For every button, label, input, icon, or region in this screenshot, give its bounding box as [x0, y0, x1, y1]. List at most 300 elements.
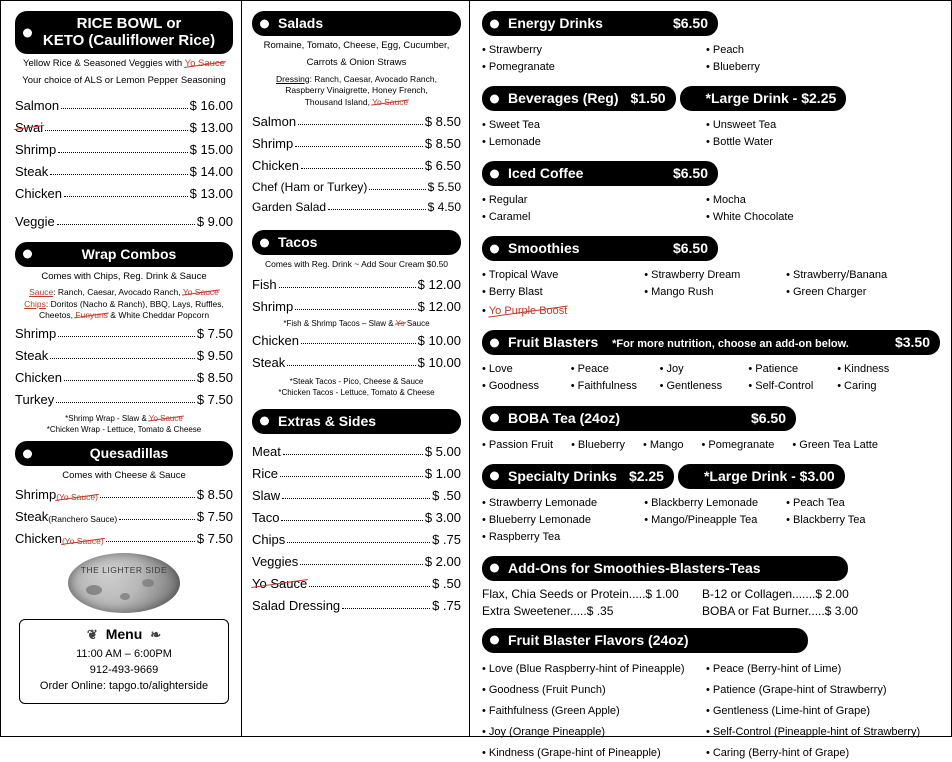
- leader-dots: [301, 343, 416, 344]
- menu-item: [15, 531, 233, 546]
- dressing-line-1: [252, 74, 461, 85]
- bullet-dot-icon: [260, 417, 269, 426]
- item-price: $ 8.50: [424, 114, 461, 130]
- option-label: Pomegranate: [708, 438, 775, 451]
- bullet-dot-icon: [490, 94, 499, 103]
- item-name: Steak: [15, 347, 49, 363]
- energy-drinks-options: • Strawberry • Peach • Pomegranate • Blueberry: [482, 44, 760, 74]
- yo-sauce-label: Yo Sauce: [184, 58, 225, 69]
- option-label: Patience: [755, 363, 799, 376]
- option-label: Bottle Water: [712, 136, 773, 149]
- tacos-note-2: *Steak Tacos - Pico, Cheese & Sauce: [289, 377, 424, 387]
- yo-label: Yo: [395, 318, 405, 328]
- iced-coffee-price: $6.50: [672, 165, 708, 182]
- wrap-foot1-text: *Shrimp Wrap - Slaw &: [65, 413, 149, 423]
- menu-item: [252, 510, 461, 525]
- item-name: Swai: [15, 119, 44, 135]
- tacos-note-1: [252, 319, 461, 330]
- menu-item: [252, 598, 461, 613]
- specialty-header-row: [482, 464, 941, 489]
- item-name: Meat: [252, 443, 281, 459]
- item-price: $ 5.50: [427, 180, 461, 195]
- dressing-text-3: Thousand Island,: [304, 96, 373, 107]
- item-name: Veggie: [15, 213, 55, 229]
- option-label: Gentleness: [666, 380, 723, 393]
- tacos-title: Tacos: [278, 234, 318, 251]
- leader-dots: [287, 542, 430, 543]
- menu-item: [15, 509, 233, 524]
- iced-coffee-title: Iced Coffee: [508, 165, 584, 182]
- option-label: Joy: [666, 363, 684, 376]
- menu-item: [252, 466, 461, 481]
- option-label: Blueberry: [712, 61, 760, 74]
- iced-coffee-options: • Regular • Mocha • Caramel • White Chocolate: [482, 194, 794, 224]
- flavor-label: Faithfulness (Green Apple): [488, 704, 620, 717]
- leader-dots: [64, 196, 188, 197]
- addon-label: BOBA or Fat Burner.....: [702, 603, 825, 618]
- item-name: Steak: [15, 509, 49, 525]
- option-label: Peace: [577, 363, 609, 376]
- beverages-title: Beverages (Reg): [508, 90, 619, 107]
- item-price: $ 7.50: [196, 509, 233, 525]
- hours-line-1: 11:00 AM – 6:00PM: [76, 648, 172, 661]
- item-price: $ 6.50: [424, 158, 461, 174]
- dressing-text-1: : Ranch, Caesar, Avocado Ranch,: [309, 73, 437, 84]
- flourish-right-icon: ❧: [150, 627, 162, 643]
- specialty-title: Specialty Drinks: [508, 467, 617, 484]
- addon-price: $ 2.00: [815, 586, 849, 601]
- quesadillas-sub: Comes with Cheese & Sauce: [62, 470, 186, 482]
- addon-row-right: [702, 604, 922, 618]
- item-name: Taco: [252, 509, 280, 525]
- menu-item: [15, 214, 233, 229]
- option-label: Faithfulness: [577, 380, 637, 393]
- salads-sub1: Romaine, Tomato, Cheese, Egg, Cucumber,: [263, 40, 450, 51]
- phone-number: 912-493-9669: [89, 664, 159, 677]
- bullet-dot-icon: [490, 169, 499, 178]
- leader-dots: [283, 454, 423, 455]
- leader-dots: [58, 152, 187, 153]
- item-name: Chicken: [15, 185, 62, 201]
- item-name: Garden Salad: [252, 200, 327, 215]
- wrap-chips-line2: [15, 310, 233, 321]
- addon-label: B-12 or Collagen.......: [702, 586, 816, 601]
- tacos-header: [252, 230, 461, 255]
- specialty-large-badge: [678, 464, 845, 489]
- leader-dots: [287, 365, 415, 366]
- option-label: Caring: [844, 380, 877, 393]
- option-label: Blueberry Lemonade: [488, 513, 591, 526]
- option-label: Peach: [712, 44, 745, 56]
- energy-drinks-title: Energy Drinks: [508, 15, 603, 31]
- menu-item: [252, 180, 461, 194]
- beverages-header-row: [482, 86, 941, 111]
- option-label: Kindness: [844, 363, 890, 376]
- flavor-label: Joy (Orange Pineapple): [488, 725, 606, 738]
- menu-item: [15, 392, 233, 407]
- boba-price: $6.50: [750, 409, 786, 426]
- leader-dots: [279, 287, 416, 288]
- addon-row-left: [482, 587, 702, 601]
- sauce-text: : Ranch, Caesar, Avocado Ranch,: [53, 287, 183, 298]
- specialty-options: • Strawberry Lemonade • Blackberry Lemonade • Peach Tea • Blueberry Lemonade • Mango/Pineapple Tea • Blackberry Tea • Raspberry Tea: [482, 496, 866, 543]
- leader-dots: [342, 608, 430, 609]
- bullet-dot-icon: [23, 28, 32, 37]
- item-price: $ 4.50: [427, 200, 461, 215]
- item-price: $ 16.00: [189, 97, 233, 113]
- menu-item: [252, 299, 461, 314]
- funyuns-label: Funyuns: [75, 310, 108, 321]
- item-price: $ 12.00: [417, 276, 461, 292]
- leader-dots: [309, 586, 430, 587]
- item-name: Chips: [252, 531, 286, 547]
- wrap-combos-title: Wrap Combos: [81, 245, 177, 262]
- menu-item: [252, 532, 461, 547]
- addon-row-left: [482, 604, 702, 618]
- item-name: Veggies: [252, 553, 299, 569]
- rice-bowl-sub2: Your choice of ALS or Lemon Pepper Seasoning: [22, 74, 226, 86]
- item-price: $ 13.00: [189, 119, 233, 135]
- yo-sauce-label: Yo Sauce: [148, 413, 183, 423]
- menu-item: [252, 444, 461, 459]
- item-price: $ .75: [432, 597, 461, 613]
- leader-dots: [301, 168, 423, 169]
- fruit-blasters-options: • Love • Peace • Joy • Patience • Kindness • Goodness • Faithfulness • Gentleness • Self-Control • Caring: [482, 363, 890, 393]
- rice-bowl-sub1-text: Yellow Rice & Seasoned Veggies with: [23, 58, 185, 69]
- boba-title: BOBA Tea (24oz): [508, 409, 621, 426]
- leader-dots: [56, 402, 195, 403]
- menu-item: [15, 186, 233, 201]
- option-label: Self-Control: [755, 380, 814, 393]
- item-price: $ 8.50: [424, 136, 461, 152]
- menu-item: [15, 487, 233, 502]
- bullet-dot-icon: [490, 636, 499, 645]
- bullet-dot-icon: [490, 244, 499, 253]
- dressing-label: Dressing: [276, 73, 310, 84]
- rice-bowl-header: [15, 11, 233, 54]
- option-label: Strawberry: [488, 44, 543, 56]
- fruit-blasters-header: [482, 330, 940, 355]
- option-label: White Chocolate: [712, 211, 794, 224]
- item-price: $ .50: [432, 575, 461, 591]
- menu-item: [252, 158, 461, 173]
- addon-label: Extra Sweetener.....: [482, 603, 587, 618]
- item-price: $ 2.00: [424, 553, 461, 569]
- menu-item: [252, 333, 461, 348]
- flavor-label: Love (Blue Raspberry-hint of Pineapple): [488, 662, 685, 675]
- beverages-options: • Sweet Tea • Unsweet Tea • Lemonade • Bottle Water: [482, 119, 777, 149]
- menu-item: [252, 277, 461, 292]
- item-price: $ 9.50: [196, 347, 233, 363]
- boba-header: [482, 406, 796, 431]
- menu-item: [15, 370, 233, 385]
- bullet-dot-icon: [490, 338, 499, 347]
- item-name: Shrimp: [252, 298, 294, 314]
- option-label: Love: [488, 363, 513, 376]
- item-price: $ 8.50: [196, 487, 233, 503]
- addons-title: Add-Ons for Smoothies-Blasters-Teas: [508, 559, 761, 576]
- menu-item: [15, 98, 233, 113]
- tacos-note-1a: *Fish & Shrimp Tacos – Slaw &: [283, 318, 396, 328]
- leader-dots: [50, 174, 187, 175]
- leader-dots: [45, 130, 187, 131]
- option-label: Raspberry Tea: [488, 530, 561, 543]
- extras-title: Extras & Sides: [278, 412, 377, 429]
- item-price: $ 7.50: [196, 391, 233, 407]
- leader-dots: [106, 541, 195, 542]
- specialty-header: [482, 464, 674, 489]
- item-price: $ 14.00: [189, 163, 233, 179]
- rice-bowl-title-line2: KETO (Cauliflower Rice): [42, 32, 216, 49]
- specialty-large-label: *Large Drink - $3.00: [703, 467, 835, 484]
- item-price: $ 10.00: [417, 333, 461, 349]
- bullet-dot-icon: [490, 564, 499, 573]
- item-price: $ 9.00: [196, 213, 233, 229]
- leader-dots: [100, 497, 195, 498]
- chips-text: : Doritos (Nacho & Ranch), BBQ, Lays, Ruffles,: [45, 298, 224, 309]
- option-label: Mango/Pineapple Tea: [651, 513, 758, 526]
- addons-header: [482, 556, 848, 581]
- item-name: Slaw: [252, 487, 281, 503]
- extras-header: [252, 409, 461, 434]
- option-label: Mocha: [712, 194, 746, 207]
- option-label: Berry Blast: [488, 286, 543, 299]
- sauce-label: Sauce: [29, 287, 54, 298]
- smoothies-price: $6.50: [672, 240, 708, 257]
- menu-item: [15, 348, 233, 363]
- hours-box: [19, 619, 229, 704]
- crater-icon: [120, 593, 130, 600]
- wrap-foot2: *Chicken Wrap - Lettuce, Tomato & Cheese: [46, 424, 202, 434]
- smoothies-header: [482, 236, 718, 261]
- option-label: Peach Tea: [792, 496, 845, 509]
- flavor-label: Kindness (Grape-hint of Pineapple): [488, 746, 661, 759]
- option-label: Caramel: [488, 211, 531, 224]
- quesadillas-title: Quesadillas: [89, 445, 169, 462]
- salads-sub2: Carrots & Onion Straws: [306, 56, 407, 68]
- blaster-flavors-header: [482, 628, 808, 653]
- beverages-price: $1.50: [630, 90, 666, 107]
- column-right: [469, 1, 951, 759]
- option-label: Strawberry Lemonade: [488, 496, 598, 509]
- item-name: Shrimp: [15, 487, 57, 503]
- column-left: [1, 1, 241, 736]
- chips-label: Chips: [24, 298, 46, 309]
- salads-title: Salads: [278, 15, 324, 31]
- wrap-combos-sub: Comes with Chips, Reg. Drink & Sauce: [41, 270, 207, 282]
- item-price: $ 10.00: [417, 355, 461, 371]
- option-label: Sweet Tea: [488, 119, 541, 132]
- option-label: Strawberry Dream: [651, 269, 741, 282]
- flavor-label: Caring (Berry-hint of Grape): [712, 746, 850, 759]
- leader-dots: [282, 498, 430, 499]
- bullet-dot-icon: [23, 449, 32, 458]
- wrap-foot1: [15, 414, 233, 425]
- option-label: Unsweet Tea: [712, 119, 777, 132]
- energy-drinks-header: [482, 11, 718, 36]
- dressing-line-3: [252, 97, 461, 108]
- item-name: Chicken: [15, 531, 62, 547]
- item-name: Turkey: [15, 391, 55, 407]
- option-label: Goodness: [488, 380, 540, 393]
- leader-dots: [281, 520, 422, 521]
- wrap-sauce-line: [15, 287, 233, 298]
- boba-options: • Passion Fruit • Blueberry • Mango • Pomegranate • Green Tea Latte: [482, 438, 878, 451]
- flourish-left-icon: ❦: [86, 627, 98, 643]
- item-name: Chicken: [15, 369, 62, 385]
- fruit-blasters-price: $3.50: [894, 334, 930, 351]
- logo-moon: [68, 553, 180, 613]
- option-label: Mango: [649, 438, 684, 451]
- addon-price: $ .35: [586, 603, 614, 618]
- item-price: $ 8.50: [196, 369, 233, 385]
- item-name: Salmon: [252, 114, 297, 130]
- menu-item: [15, 120, 233, 135]
- item-name: Salad Dressing: [252, 597, 341, 613]
- menu-item: [15, 164, 233, 179]
- option-label: Strawberry/Banana: [792, 269, 888, 282]
- crater-icon: [142, 579, 154, 587]
- addons-table: [482, 587, 922, 618]
- energy-drinks-price: $6.50: [672, 15, 708, 31]
- beverages-large-badge: [680, 86, 847, 111]
- item-name: Shrimp: [15, 325, 57, 341]
- menu-item: [15, 326, 233, 341]
- option-label: Blueberry: [577, 438, 625, 451]
- rice-bowl-sub1: [15, 58, 233, 71]
- beverages-large-label: *Large Drink - $2.25: [705, 90, 837, 107]
- menu-item: [252, 114, 461, 129]
- flavor-label: Gentleness (Lime-hint of Grape): [712, 704, 870, 717]
- bullet-dot-icon: [260, 238, 269, 247]
- item-name: Salmon: [15, 97, 60, 113]
- leader-dots: [57, 224, 195, 225]
- addon-row-right: [702, 587, 922, 601]
- item-price: $ 7.50: [196, 325, 233, 341]
- flavor-label: Patience (Grape-hint of Strawberry): [712, 683, 887, 696]
- item-price: $ 3.00: [424, 509, 461, 525]
- tacos-note-1c: Sauce: [404, 318, 430, 328]
- item-qualifier: (Yo Sauce): [56, 492, 98, 503]
- smoothies-option-extra: • Yo Purple Boost: [482, 305, 568, 318]
- leader-dots: [300, 564, 423, 565]
- order-online-link[interactable]: Order Online: tapgo.to/alighterside: [39, 680, 209, 693]
- addon-label: Flax, Chia Seeds or Protein.....: [482, 586, 646, 601]
- menu-item: [252, 576, 461, 591]
- leader-dots: [50, 358, 195, 359]
- addon-price: $ 3.00: [824, 603, 859, 618]
- item-price: $ 7.50: [196, 531, 233, 547]
- column-middle: [241, 1, 469, 736]
- fruit-blasters-title: Fruit Blasters: [508, 334, 599, 351]
- beverages-header: [482, 86, 676, 111]
- quesadillas-header: [15, 441, 233, 466]
- option-label: Yo Purple Boost: [488, 305, 568, 318]
- yo-sauce-label: Yo Sauce: [182, 287, 219, 298]
- flavor-label: Self-Control (Pineapple-hint of Strawberry): [712, 725, 921, 738]
- item-name: Shrimp: [252, 136, 294, 152]
- addon-price: $ 1.00: [645, 586, 679, 601]
- item-price: $ 15.00: [189, 141, 233, 157]
- leader-dots: [119, 519, 195, 520]
- item-name: Yo Sauce: [252, 575, 308, 591]
- smoothies-title: Smoothies: [508, 240, 580, 257]
- leader-dots: [64, 380, 195, 381]
- option-label: Lemonade: [488, 136, 541, 149]
- item-name: Rice: [252, 465, 279, 481]
- chips-text3: & White Cheddar Popcorn: [107, 310, 210, 321]
- leader-dots: [58, 336, 195, 337]
- leader-dots: [298, 124, 423, 125]
- blaster-flavors-list: • Love (Blue Raspberry-hint of Pineapple) • Peace (Berry-hint of Lime) • Goodness (Fruit Punch) • Patience (Grape-hint of Strawberry) • Faithfulness (Green Apple) • Gentleness (Lime-hint of Grape) • Joy (Orange Pineapple) • Self-Control (Pineapple-hint of Strawberry) • Kindness (Grape-hint of Pineapple) • Caring (Berry-hint of Grape): [482, 662, 921, 759]
- option-label: Green Charger: [792, 286, 867, 299]
- wrap-chips-line: [15, 299, 233, 310]
- flavor-label: Peace (Berry-hint of Lime): [712, 662, 842, 675]
- tacos-note-3: *Chicken Tacos - Lettuce, Tomato & Cheese: [278, 388, 435, 398]
- item-name: Shrimp: [15, 141, 57, 157]
- leader-dots: [61, 108, 188, 109]
- specialty-price: $2.25: [628, 467, 664, 484]
- menu-item: [252, 136, 461, 151]
- option-label: Blackberry Tea: [792, 513, 866, 526]
- hours-title-text: Menu: [105, 626, 143, 643]
- bullet-dot-icon: [490, 414, 499, 423]
- crater-icon: [86, 585, 102, 595]
- option-label: Tropical Wave: [488, 269, 559, 282]
- chips-text2: Cheetos,: [38, 310, 76, 321]
- leader-dots: [369, 189, 425, 190]
- option-label: Blackberry Lemonade: [651, 496, 759, 509]
- item-qualifier: (Yo Sauce): [61, 536, 104, 547]
- bullet-dot-icon: [490, 19, 499, 28]
- menu-item: [252, 355, 461, 370]
- flavor-label: Goodness (Fruit Punch): [488, 683, 606, 696]
- logo-text: THE LIGHTER SIDE: [80, 565, 168, 576]
- fruit-blasters-note: *For more nutrition, choose an add-on below.: [612, 338, 849, 351]
- item-qualifier: (Rancherо Sauce): [48, 514, 118, 525]
- option-label: Pomegranate: [488, 61, 555, 74]
- menu-item: [252, 554, 461, 569]
- blaster-flavors-title: Fruit Blaster Flavors (24oz): [508, 631, 689, 648]
- item-name: Fish: [252, 276, 277, 292]
- dressing-line-2: Raspberry Vinaigrette, Honey French,: [285, 85, 428, 96]
- item-price: $ 1.00: [424, 465, 461, 481]
- item-name: Chicken: [252, 158, 299, 174]
- leader-dots: [295, 309, 415, 310]
- item-price: $ 5.00: [424, 443, 461, 459]
- menu-item: [252, 200, 461, 214]
- item-price: $ 13.00: [189, 185, 233, 201]
- salads-header: [252, 11, 461, 36]
- bullet-dot-icon: [23, 250, 32, 259]
- option-label: Passion Fruit: [488, 438, 554, 451]
- smoothies-options: • Tropical Wave • Strawberry Dream • Strawberry/Banana • Berry Blast • Mango Rush • Green Charger: [482, 269, 888, 299]
- option-label: Mango Rush: [651, 286, 714, 299]
- hours-title: [28, 626, 220, 643]
- item-price: $ .50: [432, 487, 461, 503]
- item-price: $ 12.00: [417, 298, 461, 314]
- item-name: Steak: [252, 355, 286, 371]
- option-label: Green Tea Latte: [799, 438, 878, 451]
- wrap-combos-header: [15, 242, 233, 267]
- menu-item: [252, 488, 461, 503]
- menu-item: [15, 142, 233, 157]
- bullet-dot-icon: [260, 19, 269, 28]
- leader-dots: [328, 209, 426, 210]
- option-label: Regular: [488, 194, 528, 207]
- leader-dots: [295, 146, 423, 147]
- item-price: $ .75: [432, 531, 461, 547]
